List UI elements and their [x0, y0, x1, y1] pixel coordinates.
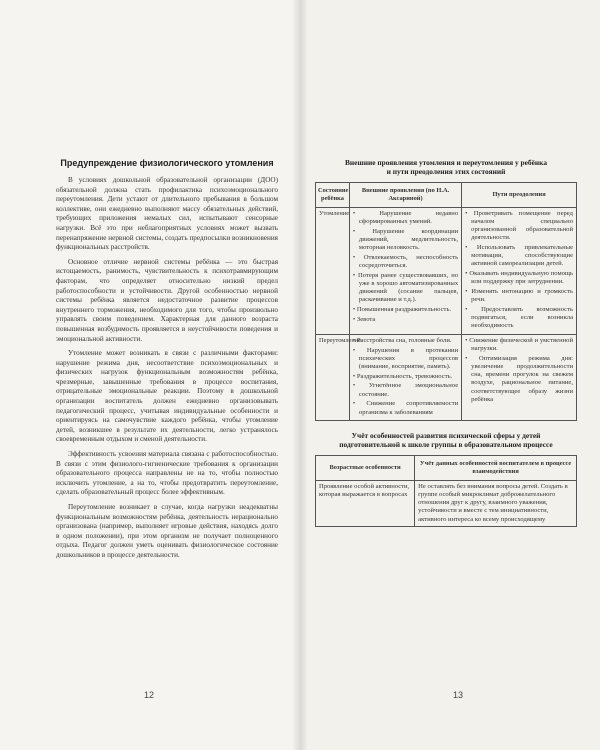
list-item: • Зевота — [353, 316, 458, 324]
table-row — [316, 480, 577, 526]
header-features: Возрастные особенности — [316, 456, 415, 481]
account-cell: Не оставлять без внимания вопросы детей. Создать в группе особый микроклимат доброжелательного отношения друг к другу, взаимного уважения, устойчивости и вместе с тем инициативности, активного интереса ко всему происходящему — [415, 480, 577, 526]
list-item: • Раздражительность, тревожность. — [353, 373, 458, 381]
paragraph: Основное отличие нервной системы ребёнка — это быстрая истощаемость, ранимость, чувствительность к психотравмирующим факторам, что определяет относительно низкий предел работоспособности и устойчивости. Другой особенностью нервной системы ребёнка является недостаточное развитие процессов внутреннего торможения, необходимого для того, чтобы произвольно управлять своим поведением. Характерная для данного возраста повышенная возбудимость проявляется в неустойчивости поведения и эмоциональной активности. — [56, 257, 278, 343]
list-item: • Изменять интонацию и громкость речи. — [465, 288, 573, 304]
list-item: • Угнетённое эмоциональное состояние. — [353, 382, 458, 398]
table2-title — [315, 431, 577, 449]
list-item: • Использовать привлекательные мотивации, способствующие активной самореализации детей. — [465, 244, 573, 269]
feature-cell: Проявление особой активности, которая выражается в вопросах — [316, 480, 415, 526]
page-number-left: 12 — [144, 690, 155, 700]
section-heading: Предупреждение физиологического утомления — [60, 158, 274, 168]
header-signs: Внешние проявления (по Н.А. Аксариной) — [349, 183, 461, 208]
header-account: Учёт данных особенностей воспитателем в процессе взаимодействия — [415, 456, 577, 481]
list-item: • Нарушение недавно сформированных умений. — [353, 210, 458, 226]
fatigue-table — [315, 182, 577, 421]
development-table-body — [316, 480, 577, 526]
right-page — [300, 0, 600, 750]
ways-list — [465, 337, 573, 404]
signs-cell — [349, 334, 461, 420]
book-gutter — [292, 0, 308, 750]
signs-cell — [349, 207, 461, 334]
list-item: • Повышенная раздражительность. — [353, 306, 458, 314]
state-cell: Переутомление — [316, 334, 350, 420]
header-ways: Пути преодоления — [462, 183, 577, 208]
list-item: • Проветривать помещение перед началом специально организованной образовательной деятельности. — [465, 210, 573, 243]
table1-title-line2: и пути преодоления этих состояний — [386, 167, 506, 176]
paragraph: Утомление может возникать в связи с различными факторами: нарушение режима дня, несоответствие психоэмоциональных и физических нагрузок функциональным возможностям ребёнка, чрезмерные, завышенные требования в процессе воспитания, отрицательные эмоциональные реакции. Поэтому в дошкольной организации воспитатель должен ежедневно организовывать педагогический процесс, учитывая индивидуальные особенности и ориентируясь на самочувствие каждого ребёнка, чтобы утомление детей, возникшее в результате их деятельности, легко устранялось своевременным отдыхом и сменой деятельности. — [56, 349, 278, 444]
list-item: • Расстройства сна, головные боли. — [353, 337, 458, 345]
list-item: • Оптимизация режима дня: увеличение продолжительности сна, времени прогулок на свежем воздухе, рациональное питание, соответствующее образу жизни ребёнка — [465, 355, 573, 404]
ways-cell — [462, 334, 577, 420]
paragraph: Переутомление возникает в случае, когда нагрузки неадекватны функциональным возможностям ребёнка, деятельность нерационально организована (например, выполняет игровые действия, находясь долго в одном положении), при этом организм не получает полноценного отдыха. Педагог должен уметь оценивать физиологическое состояние дошкольников в процессе деятельности. — [56, 503, 278, 559]
table2-title-line2: подготовительной к школе группы в образовательном процессе — [339, 440, 553, 450]
table-header-row — [316, 183, 577, 208]
table2-title-line1: Учёт особенностей развития психической сферы у детей — [351, 431, 541, 441]
paragraph: В условиях дошкольной образовательной организации (ДОО) обязательной должна стать профилактика психоэмоционального переутомления. Дети устают от длительного пребывания в большом коллективе, они ежедневно выполняют массу обязательных действий, требующих приложения немалых сил, испытывают сенсорные нагрузки. Всё это при неблагоприятных условиях может вызвать перенапряжение нервной системы, создать предпосылки возникновения функциональных расстройств. — [56, 176, 278, 252]
list-item: • Нарушение координации движений, медлительность, моторная неловкость. — [353, 228, 458, 253]
fatigue-table-body — [316, 207, 577, 421]
table1-title-line1: Внешние проявления утомления и переутомления у ребёнка — [344, 158, 548, 167]
list-item: • Снижение сопротивляемости организма к заболеваниям — [353, 400, 458, 416]
development-table — [315, 455, 577, 527]
ways-list — [465, 210, 573, 331]
list-item: • Предоставлять возможность подвигаться, если возникла необходимость — [465, 306, 573, 331]
list-item: • Снижение физической и умственной нагрузки. — [465, 337, 573, 353]
table1-title — [315, 158, 577, 176]
right-page-content — [315, 158, 577, 527]
page-number-right: 13 — [453, 690, 464, 700]
left-page-content — [56, 158, 278, 566]
table-header-row — [316, 456, 577, 481]
table-row — [316, 207, 577, 334]
paragraph: Эффективность усвоения материала связана с работоспособностью. В связи с этим физиолого-гигиенические требования к организации образовательного процесса направлены не на то, чтобы полностью исключить утомление, а на то, чтобы предотвратить переутомление, сделать образовательный процесс более эффективным. — [56, 450, 278, 497]
state-cell: Утомление — [316, 207, 350, 334]
header-state: Состояние ребёнка — [316, 183, 350, 208]
list-item: • Потеря ранее существовавших, но уже в хорошо автоматизированных движений (сосание пальцев, раскачивание и т.д.). — [353, 272, 458, 305]
table-row — [316, 334, 577, 420]
list-item: • Нарушения в протекании психических процессов (внимание, восприятие, память). — [353, 347, 458, 372]
list-item: • Оказывать индивидуальную помощь или поддержку при затруднении. — [465, 270, 573, 286]
ways-cell — [462, 207, 577, 334]
signs-list — [353, 210, 458, 324]
list-item: • Отвлекаемость, неспособность сосредоточиться. — [353, 254, 458, 270]
signs-list — [353, 337, 458, 417]
